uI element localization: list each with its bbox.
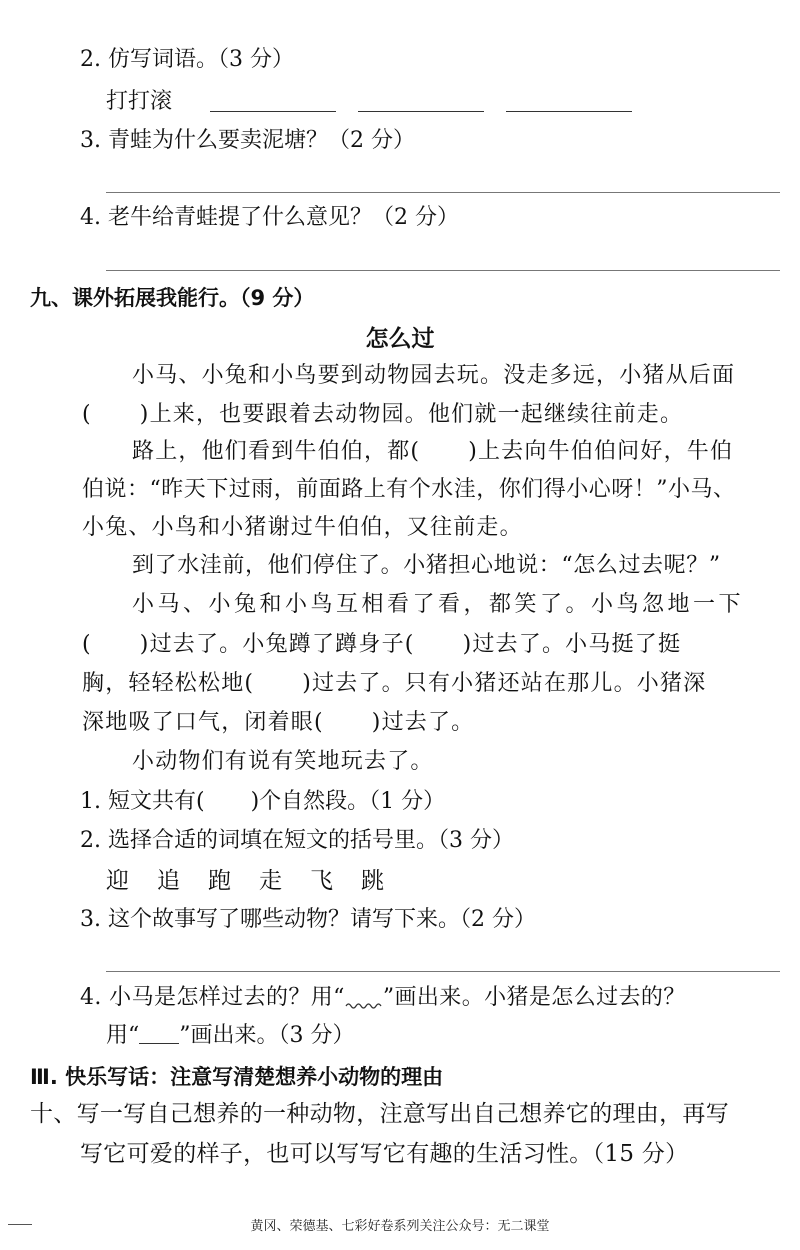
- word-options: [106, 866, 412, 896]
- section-9-heading: 九、课外拓展我能行。（9 分）: [30, 286, 315, 310]
- q1-text-a: 1. 短文共有(: [80, 789, 205, 814]
- story-p3: 到了水洼前，他们停住了。小猪担心地说：“怎么过去呢？”: [132, 553, 721, 578]
- answer-line-animals[interactable]: [106, 971, 780, 972]
- story-title: 怎么过: [365, 326, 435, 352]
- option-word: 追: [157, 868, 180, 894]
- p4-line2-text-c: )过去了。小马挺了挺: [462, 632, 682, 657]
- q1-text-b: )个自然段。（1 分）: [250, 789, 446, 814]
- option-word: 跳: [361, 868, 384, 894]
- story-p4-line1: 小马、小兔和小鸟互相看了看，都笑了。小鸟忽地一下: [132, 592, 745, 617]
- p2-line1-text-a: 路上，他们看到牛伯伯，都(: [132, 439, 421, 464]
- story-p1-line2: [82, 400, 683, 430]
- story-p2-line1: [132, 437, 733, 467]
- p4-line4-text-b: )过去了。: [371, 710, 475, 735]
- option-word: 走: [259, 868, 282, 894]
- story-p4-line3: [82, 669, 706, 699]
- option-word: 跑: [208, 868, 231, 894]
- option-word: 飞: [310, 868, 333, 894]
- answer-blank-3[interactable]: [506, 91, 632, 112]
- paren-open: (: [82, 402, 92, 427]
- part-3-heading: Ⅲ. 快乐写话：注意写清楚想养小动物的理由: [30, 1065, 444, 1089]
- q4-line2-text-b: ”画出来。（3 分）: [179, 1023, 355, 1048]
- answer-blank-2[interactable]: [358, 91, 484, 112]
- footer-text: 黄冈、荣德基、七彩好卷系列关注公众号：无二课堂: [250, 1219, 550, 1234]
- story-p2-line2: 伯说：“昨天下过雨，前面路上有个水洼，你们得小心呀！”小马、: [82, 477, 736, 502]
- answer-line-q4[interactable]: [106, 270, 780, 271]
- q4-text-a: 4. 小马是怎样过去的？用“: [80, 985, 345, 1010]
- question-2-example: [106, 87, 632, 117]
- p4-line4-text-a: 深地吸了口气，闭着眼(: [82, 710, 324, 735]
- example-word: 打打滚: [106, 89, 173, 114]
- question-3: 3. 这个故事写了哪些动物？请写下来。（2 分）: [80, 907, 536, 932]
- wavy-underline-icon: [345, 1000, 383, 1012]
- story-p5: 小动物们有说有笑地玩去了。: [132, 749, 434, 774]
- question-2: 2. 选择合适的词填在短文的括号里。（3 分）: [80, 828, 514, 853]
- p2-line1-text-b: )上去向牛伯伯问好，牛伯: [468, 439, 734, 464]
- question-4-line1: [80, 983, 686, 1013]
- answer-blank-1[interactable]: [210, 91, 336, 112]
- story-p2-line3: 小兔、小鸟和小猪谢过牛伯伯，又往前走。: [82, 515, 523, 540]
- p4-line2-text-b: )过去了。小兔蹲了蹲身子(: [139, 632, 415, 657]
- question-4-text: 4. 老牛给青蛙提了什么意见？（2 分）: [80, 205, 459, 230]
- p4-line3-text-b: )过去了。只有小猪还站在那儿。小猪深: [302, 671, 707, 696]
- section-10-line2: 写它可爱的样子，也可以写写它有趣的生活习性。（15 分）: [80, 1141, 689, 1167]
- story-p4-line2: [82, 630, 681, 660]
- p4-line3-text-a: 胸，轻轻松松地(: [82, 671, 255, 696]
- q4-text-b: ”画出来。小猪是怎么过去的？: [382, 985, 686, 1010]
- section-10-line1: 十、写一写自己想养的一种动物，注意写出自己想养它的理由，再写: [30, 1101, 729, 1127]
- story-p4-line4: [82, 708, 474, 738]
- q4-line2-text-a: 用“: [106, 1023, 140, 1048]
- question-3-text: 3. 青蛙为什么要卖泥塘？（2 分）: [80, 128, 415, 153]
- question-1: [80, 787, 445, 817]
- answer-line-q3[interactable]: [106, 192, 780, 193]
- straight-underline-icon: [139, 1023, 179, 1044]
- paren-open: (: [82, 632, 92, 657]
- story-p1-line1: 小马、小兔和小鸟要到动物园去玩。没走多远，小猪从后面: [132, 363, 736, 388]
- question-4-line2: [106, 1021, 355, 1051]
- option-word: 迎: [106, 868, 129, 894]
- p1-line2-text: )上来，也要跟着去动物园。他们就一起继续往前走。: [139, 402, 684, 427]
- question-2-text: 2. 仿写词语。（3 分）: [80, 47, 294, 72]
